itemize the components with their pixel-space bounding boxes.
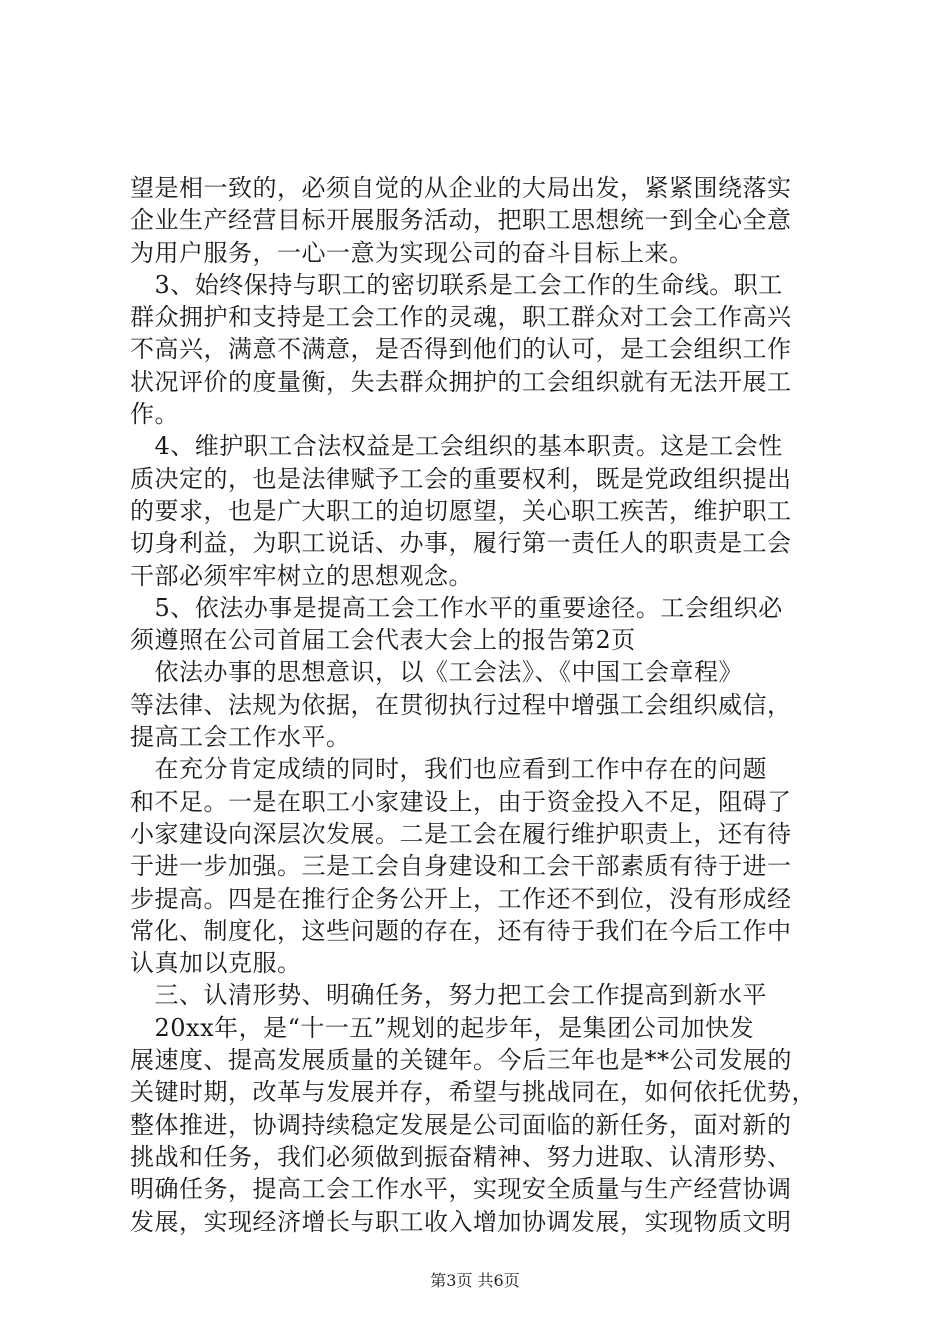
text-line: 等法律、法规为依据，在贯彻执行过程中增强工会组织威信， <box>130 690 792 719</box>
text-line: 20xx年，是“十一五”规划的起步年，是集团公司加快发 <box>130 1013 755 1042</box>
text-line: 挑战和任务，我们必须做到振奋精神、努力进取、认清形势、 <box>130 1142 792 1171</box>
text-line: 望是相一致的，必须自觉的从企业的大局出发，紧紧围绕落实 <box>130 174 792 202</box>
text-line: 小家建设向深层次发展。二是工会在履行维护职责上，还有待 <box>130 819 792 848</box>
text-line: 3、始终保持与职工的密切联系是工会工作的生命线。职工 <box>130 270 783 299</box>
text-line: 质决定的，也是法律赋予工会的重要权利，既是党政组织提出 <box>130 464 792 493</box>
text-line: 认真加以克服。 <box>130 949 302 978</box>
text-line: 展速度、提高发展质量的关键年。今后三年也是**公司发展的 <box>130 1046 792 1075</box>
text-line: 依法办事的思想意识，以《工会法》、《中国工会章程》 <box>130 658 743 687</box>
text-line: 发展，实现经济增长与职工收入增加协调发展，实现物质文明 <box>130 1207 792 1236</box>
text-line: 的要求，也是广大职工的迫切愿望，关心职工疾苦，维护职工 <box>130 496 792 525</box>
text-line: 切身利益，为职工说话、办事，履行第一责任人的职责是工会 <box>130 529 792 558</box>
text-line: 明确任务，提高工会工作水平，实现安全质量与生产经营协调 <box>130 1175 792 1204</box>
text-line: 须遵照在公司首届工会代表大会上的报告第2页 <box>130 626 636 655</box>
text-line: 5、依法办事是提高工会工作水平的重要途径。工会组织必 <box>130 593 783 622</box>
text-line: 提高工会工作水平。 <box>130 723 351 752</box>
text-line: 关键时期，改革与发展并存，希望与挑战同在，如何依托优势， <box>130 1078 816 1107</box>
text-line: 干部必须牢牢树立的思想观念。 <box>130 561 473 590</box>
text-line: 步提高。四是在推行企务公开上，工作还不到位，没有形成经 <box>130 884 792 913</box>
text-line: 4、维护职工合法权益是工会组织的基本职责。这是工会性 <box>130 432 783 461</box>
text-line: 群众拥护和支持是工会工作的灵魂，职工群众对工会工作高兴 <box>130 303 792 332</box>
text-line: 和不足。一是在职工小家建设上，由于资金投入不足，阻碍了 <box>130 787 792 816</box>
text-line: 在充分肯定成绩的同时，我们也应看到工作中存在的问题 <box>130 755 767 784</box>
text-line: 状况评价的度量衡，失去群众拥护的工会组织就有无法开展工 <box>130 367 792 396</box>
text-line: 常化、制度化，这些问题的存在，还有待于我们在今后工作中 <box>130 916 792 945</box>
text-line: 于进一步加强。三是工会自身建设和工会干部素质有待于进一 <box>130 852 792 881</box>
document-body <box>130 172 830 1238</box>
text-line: 企业生产经营目标开展服务活动，把职工思想统一到全心全意 <box>130 206 792 235</box>
text-line: 为用户服务，一心一意为实现公司的奋斗目标上来。 <box>130 238 694 267</box>
text-line: 整体推进，协调持续稳定发展是公司面临的新任务，面对新的 <box>130 1110 792 1139</box>
text-line: 作。 <box>130 400 179 429</box>
text-line: 不高兴，满意不满意，是否得到他们的认可，是工会组织工作 <box>130 335 792 364</box>
text-line: 三、认清形势、明确任务，努力把工会工作提高到新水平 <box>130 981 767 1010</box>
page-footer: 第3页 共6页 <box>430 1271 520 1290</box>
